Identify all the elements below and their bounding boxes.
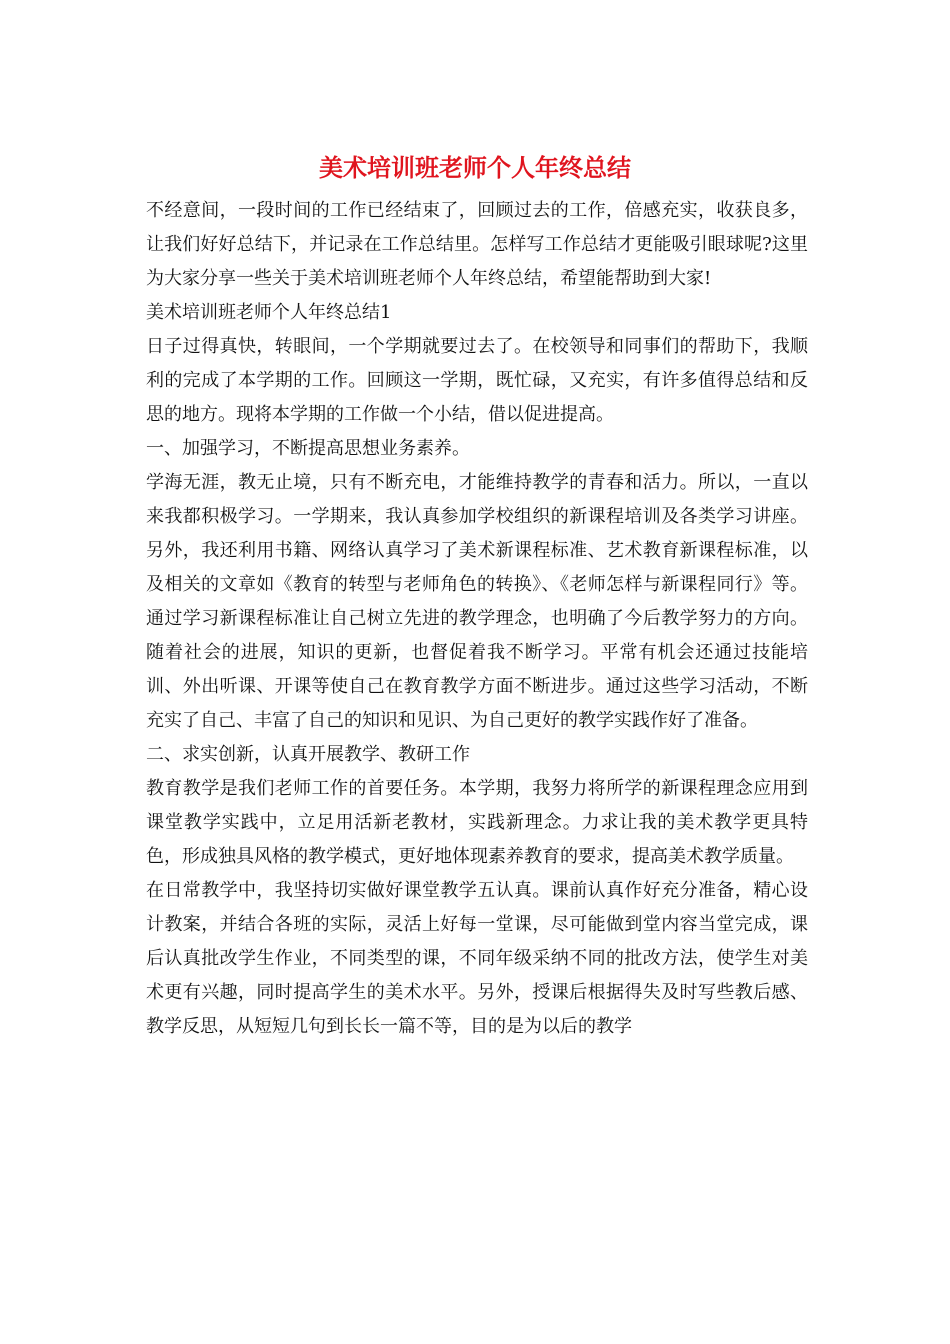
body-paragraph: 学海无涯，教无止境，只有不断充电，才能维持教学的青春和活力。所以，一直以来我都积极学习。一学期来，我认真参加学校组织的新课程培训及各类学习讲座。另外，我还利用书籍、网络认真学习了美术新课程标准、艺术教育新课程标准，以及相关的文章如《教育的转型与老师角色的转换》、《老师怎样与新课程同行》等。通过学习新课程标准让自己树立先进的教学理念，也明确了今后教学努力的方向。随着社会的进展，知识的更新，也督促着我不断学习。平常有机会还通过技能培训、外出听课、开课等使自己在教育教学方面不断进步。通过这些学习活动，不断充实了自己、丰富了自己的知识和见识、为自己更好的教学实践作好了准备。 [146, 472, 808, 731]
body-paragraph: 日子过得真快，转眼间，一个学期就要过去了。在校领导和同事们的帮助下，我顺利的完成了本学期的工作。回顾这一学期，既忙碌，又充实，有许多值得总结和反思的地方。现将本学期的工作做一个小结，借以促进提高。 [146, 336, 808, 425]
document-title: 美术培训班老师个人年终总结 [319, 153, 631, 182]
document-body [146, 194, 808, 1044]
section-heading: 一、加强学习，不断提高思想业务素养。 [146, 438, 470, 459]
section-heading: 二、求实创新，认真开展教学、教研工作 [146, 744, 470, 765]
section-subtitle: 美术培训班老师个人年终总结1 [146, 302, 392, 323]
intro-paragraph: 不经意间，一段时间的工作已经结束了，回顾过去的工作，倍感充实，收获良多，让我们好好总结下，并记录在工作总结里。怎样写工作总结才更能吸引眼球呢?这里为大家分享一些关于美术培训班老师个人年终总结，希望能帮助到大家! [146, 200, 808, 289]
body-paragraph: 在日常教学中，我坚持切实做好课堂教学五认真。课前认真作好充分准备，精心设计教案，并结合各班的实际，灵活上好每一堂课，尽可能做到堂内容当堂完成，课后认真批改学生作业，不同类型的课，不同年级采纳不同的批改方法，使学生对美术更有兴趣，同时提高学生的美术水平。另外，授课后根据得失及时写些教后感、教学反思，从短短几句到长长一篇不等，目的是为以后的教学 [146, 880, 808, 1037]
body-paragraph: 教育教学是我们老师工作的首要任务。本学期，我努力将所学的新课程理念应用到课堂教学实践中，立足用活新老教材，实践新理念。力求让我的美术教学更具特色，形成独具风格的教学模式，更好地体现素养教育的要求，提高美术教学质量。 [146, 778, 808, 867]
